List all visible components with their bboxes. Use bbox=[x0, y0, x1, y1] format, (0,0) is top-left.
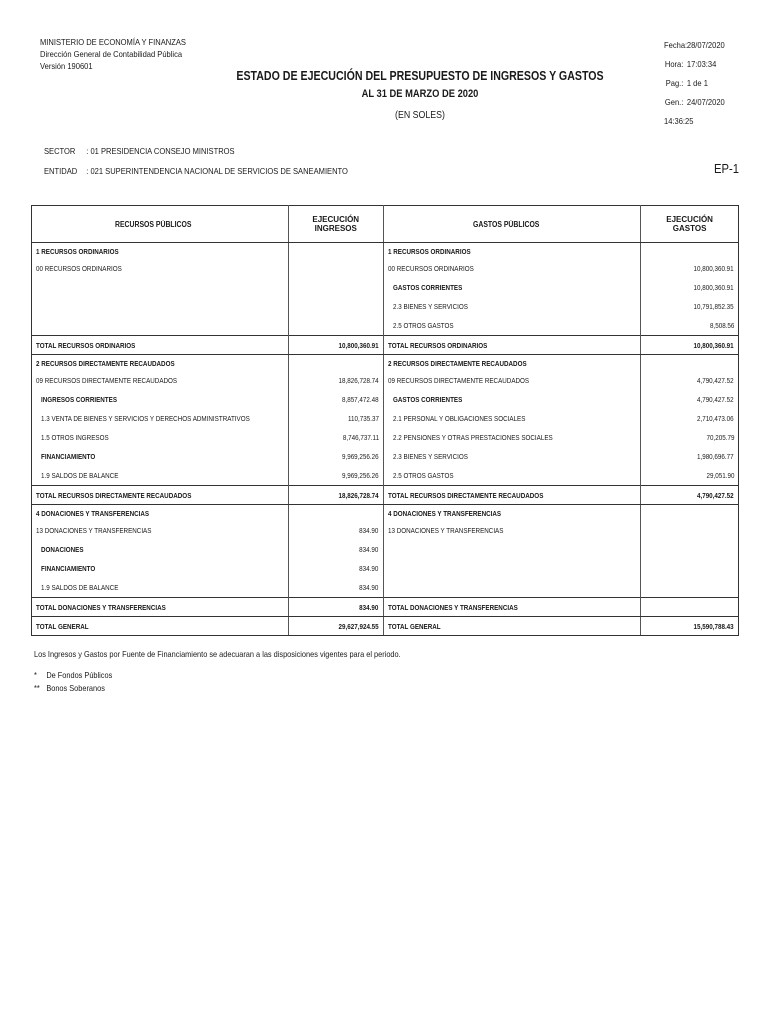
table-row bbox=[32, 371, 739, 390]
expense-amount-cell bbox=[641, 243, 739, 260]
income-concept-cell: INGRESOS CORRIENTES bbox=[32, 390, 289, 409]
notes-block bbox=[34, 648, 401, 695]
income-amount-cell: 29,627,924.55 bbox=[288, 617, 383, 636]
income-concept-cell bbox=[32, 278, 289, 297]
expense-concept-cell: 2 RECURSOS DIRECTAMENTE RECAUDADOS bbox=[383, 355, 641, 372]
organization-block bbox=[40, 36, 186, 72]
income-concept-cell: 00 RECURSOS ORDINARIOS bbox=[32, 259, 289, 278]
income-amount-cell: 9,969,256.26 bbox=[288, 447, 383, 466]
income-exec-header: EJECUCIÓN INGRESOS bbox=[288, 206, 383, 243]
income-amount-cell: 18,826,728.74 bbox=[288, 371, 383, 390]
table-row bbox=[32, 447, 739, 466]
income-amount-cell: 834.90 bbox=[288, 540, 383, 559]
income-amount-cell: 9,969,256.26 bbox=[288, 466, 383, 486]
table-row bbox=[32, 316, 739, 336]
expense-concept-cell: 4 DONACIONES Y TRANSFERENCIAS bbox=[383, 505, 641, 522]
department-name: Dirección General de Contabilidad Pública bbox=[40, 49, 183, 59]
time-line: Hora: 17:03:34 bbox=[664, 59, 717, 69]
ministry-name: MINISTERIO DE ECONOMÍA Y FINANZAS bbox=[40, 37, 186, 47]
income-concept-cell: 1.9 SALDOS DE BALANCE bbox=[32, 466, 289, 486]
expense-concept-cell: 2.5 OTROS GASTOS bbox=[383, 466, 641, 486]
expense-amount-cell: 4,790,427.52 bbox=[641, 486, 739, 505]
income-concept-cell: 2 RECURSOS DIRECTAMENTE RECAUDADOS bbox=[32, 355, 289, 372]
expense-concept-cell: 13 DONACIONES Y TRANSFERENCIAS bbox=[383, 521, 641, 540]
expense-amount-cell bbox=[641, 540, 739, 559]
table-row bbox=[32, 409, 739, 428]
expense-concept-cell: TOTAL RECURSOS DIRECTAMENTE RECAUDADOS bbox=[383, 486, 641, 505]
income-amount-cell bbox=[288, 259, 383, 278]
table-row bbox=[32, 259, 739, 278]
total-row bbox=[32, 598, 739, 617]
expense-concept-cell: TOTAL DONACIONES Y TRANSFERENCIAS bbox=[383, 598, 641, 617]
income-amount-cell: 10,800,360.91 bbox=[288, 336, 383, 355]
income-concept-cell: TOTAL RECURSOS DIRECTAMENTE RECAUDADOS bbox=[32, 486, 289, 505]
table-row bbox=[32, 466, 739, 486]
income-concept-cell: 1.5 OTROS INGRESOS bbox=[32, 428, 289, 447]
expense-amount-cell: 1,980,696.77 bbox=[697, 452, 734, 461]
footnote-1: * De Fondos Públicos bbox=[34, 670, 113, 680]
table-row bbox=[32, 578, 739, 598]
expense-concept-cell bbox=[383, 578, 641, 598]
income-concept-cell: FINANCIAMIENTO bbox=[32, 447, 289, 466]
table-row bbox=[32, 521, 739, 540]
date-line: Fecha:28/07/2020 bbox=[664, 40, 725, 50]
expense-concept-cell: 2.2 PENSIONES Y OTRAS PRESTACIONES SOCIALES bbox=[383, 428, 641, 447]
expense-concept-cell: GASTOS CORRIENTES bbox=[383, 278, 641, 297]
table-body bbox=[32, 243, 739, 636]
expense-amount-cell: 2,710,473.06 bbox=[697, 414, 734, 423]
table-row bbox=[32, 390, 739, 409]
expense-amount-cell: 4,790,427.52 bbox=[697, 376, 734, 385]
expense-amount-cell bbox=[641, 355, 739, 372]
version-label: Versión 190601 bbox=[40, 61, 93, 71]
expense-header: GASTOS PÚBLICOS bbox=[383, 206, 641, 243]
sector-label: SECTOR bbox=[44, 146, 76, 156]
total-row bbox=[32, 336, 739, 355]
income-amount-cell bbox=[288, 243, 383, 260]
page-line: Pag.: 1 de 1 bbox=[665, 78, 708, 88]
income-concept-cell: TOTAL RECURSOS ORDINARIOS bbox=[32, 336, 289, 355]
main-note: Los Ingresos y Gastos por Fuente de Financiamiento se adecuaran a las disposiciones vigentes para el periodo. bbox=[34, 649, 401, 659]
expense-concept-cell: TOTAL RECURSOS ORDINARIOS bbox=[383, 336, 641, 355]
section-row bbox=[32, 243, 739, 260]
table-row bbox=[32, 540, 739, 559]
income-amount-cell bbox=[288, 278, 383, 297]
report-info-block bbox=[664, 36, 756, 131]
report-title: ESTADO DE EJECUCIÓN DEL PRESUPUESTO DE INGRESOS Y GASTOS bbox=[236, 69, 604, 83]
footnote-2: ** Bonos Soberanos bbox=[34, 683, 105, 693]
income-concept-cell: DONACIONES bbox=[32, 540, 289, 559]
expense-concept-cell: 2.3 BIENES Y SERVICIOS bbox=[383, 447, 641, 466]
income-concept-cell: 13 DONACIONES Y TRANSFERENCIAS bbox=[32, 521, 289, 540]
table-row bbox=[32, 428, 739, 447]
income-concept-cell: 09 RECURSOS DIRECTAMENTE RECAUDADOS bbox=[32, 371, 289, 390]
budget-execution-table bbox=[31, 205, 739, 636]
income-amount-cell: 834.90 bbox=[288, 598, 383, 617]
income-concept-cell: TOTAL GENERAL bbox=[32, 617, 289, 636]
expense-concept-cell: 2.5 OTROS GASTOS bbox=[383, 316, 641, 336]
expense-amount-cell bbox=[641, 578, 739, 598]
expense-amount-cell: 29,051.90 bbox=[706, 471, 734, 480]
income-amount-cell bbox=[288, 297, 383, 316]
expense-concept-cell: 2.1 PERSONAL Y OBLIGACIONES SOCIALES bbox=[383, 409, 641, 428]
sector-value: : 01 PRESIDENCIA CONSEJO MINISTROS bbox=[86, 146, 235, 156]
income-amount-cell: 834.90 bbox=[288, 559, 383, 578]
expense-amount-cell bbox=[641, 505, 739, 522]
table-row bbox=[32, 278, 739, 297]
entity-value: : 021 SUPERINTENDENCIA NACIONAL DE SERVICIOS DE SANEAMIENTO bbox=[86, 166, 348, 176]
income-amount-cell: 18,826,728.74 bbox=[288, 486, 383, 505]
form-code: EP-1 bbox=[714, 162, 740, 176]
expense-exec-header: EJECUCIÓN GASTOS bbox=[641, 206, 739, 243]
expense-concept-cell: 2.3 BIENES Y SERVICIOS bbox=[383, 297, 641, 316]
table-row bbox=[32, 559, 739, 578]
income-amount-cell bbox=[288, 505, 383, 522]
expense-concept-cell: 1 RECURSOS ORDINARIOS bbox=[383, 243, 641, 260]
expense-concept-cell bbox=[383, 540, 641, 559]
entity-line bbox=[44, 166, 348, 176]
generated-line: Gen.: 24/07/2020 14:36:25 bbox=[664, 97, 725, 126]
income-header: RECURSOS PÚBLICOS bbox=[32, 206, 289, 243]
income-amount-cell bbox=[288, 355, 383, 372]
expense-amount-cell bbox=[641, 559, 739, 578]
income-concept-cell: FINANCIAMIENTO bbox=[32, 559, 289, 578]
income-amount-cell: 834.90 bbox=[288, 521, 383, 540]
expense-amount-cell: 15,590,788.43 bbox=[641, 617, 739, 636]
expense-amount-cell: 8,508.56 bbox=[709, 321, 734, 330]
sector-line bbox=[44, 146, 235, 156]
expense-amount-cell: 10,800,360.91 bbox=[641, 336, 739, 355]
expense-amount-cell bbox=[641, 521, 739, 540]
income-amount-cell bbox=[288, 316, 383, 336]
expense-concept-cell bbox=[383, 559, 641, 578]
expense-amount-cell: 4,790,427.52 bbox=[697, 395, 734, 404]
report-subtitle: AL 31 DE MARZO DE 2020 bbox=[361, 88, 479, 100]
total-row bbox=[32, 617, 739, 636]
income-concept-cell: 1 RECURSOS ORDINARIOS bbox=[32, 243, 289, 260]
income-amount-cell: 8,857,472.48 bbox=[288, 390, 383, 409]
section-row bbox=[32, 355, 739, 372]
expense-amount-cell bbox=[641, 598, 739, 617]
expense-concept-cell: 00 RECURSOS ORDINARIOS bbox=[383, 259, 641, 278]
total-row bbox=[32, 486, 739, 505]
expense-concept-cell: GASTOS CORRIENTES bbox=[383, 390, 641, 409]
expense-amount-cell: 70,205.79 bbox=[706, 433, 734, 442]
table-header-row bbox=[32, 206, 739, 243]
expense-amount-cell: 10,800,360.91 bbox=[693, 264, 734, 273]
income-concept-cell: 1.9 SALDOS DE BALANCE bbox=[32, 578, 289, 598]
income-concept-cell: 4 DONACIONES Y TRANSFERENCIAS bbox=[32, 505, 289, 522]
table-row bbox=[32, 297, 739, 316]
expense-concept-cell: 09 RECURSOS DIRECTAMENTE RECAUDADOS bbox=[383, 371, 641, 390]
entity-label: ENTIDAD bbox=[44, 166, 78, 176]
income-amount-cell: 8,746,737.11 bbox=[288, 428, 383, 447]
income-concept-cell bbox=[32, 297, 289, 316]
income-concept-cell bbox=[32, 316, 289, 336]
income-concept-cell: 1.3 VENTA DE BIENES Y SERVICIOS Y DERECHOS ADMINISTRATIVOS bbox=[32, 409, 289, 428]
expense-concept-cell: TOTAL GENERAL bbox=[383, 617, 641, 636]
section-row bbox=[32, 505, 739, 522]
income-amount-cell: 110,735.37 bbox=[288, 409, 383, 428]
expense-amount-cell: 10,791,852.35 bbox=[693, 302, 734, 311]
report-units: (EN SOLES) bbox=[395, 110, 445, 121]
income-amount-cell: 834.90 bbox=[288, 578, 383, 598]
income-concept-cell: TOTAL DONACIONES Y TRANSFERENCIAS bbox=[32, 598, 289, 617]
expense-amount-cell: 10,800,360.91 bbox=[693, 283, 734, 292]
